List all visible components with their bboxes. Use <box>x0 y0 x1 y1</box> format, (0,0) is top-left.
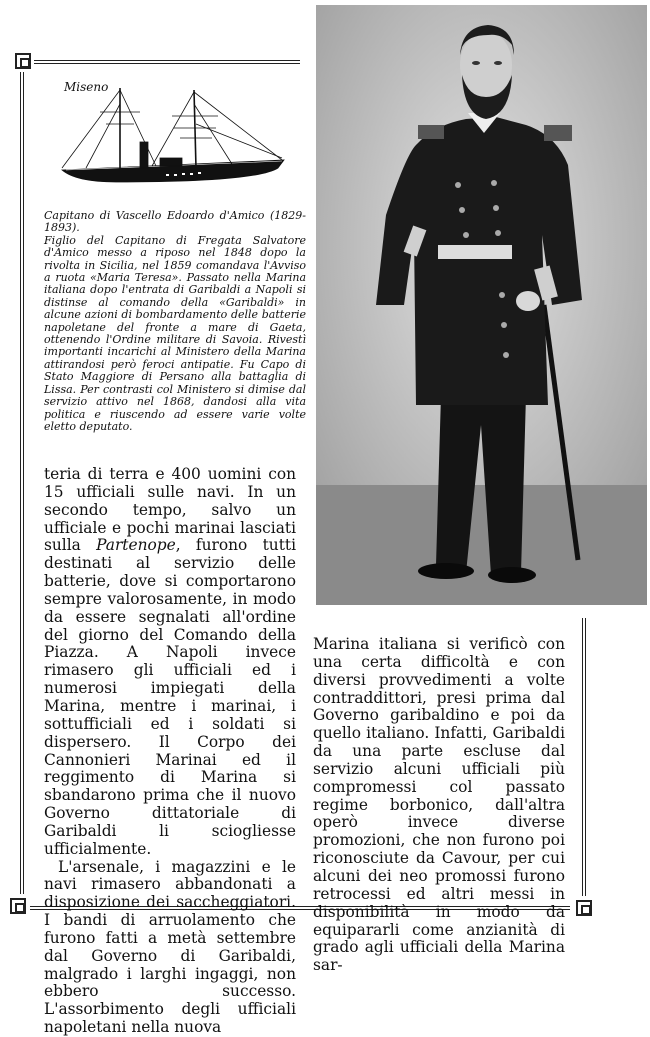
ship-illustration <box>56 84 290 188</box>
portrait-caption <box>44 210 306 433</box>
text-column-left <box>44 466 296 1037</box>
frame-corner-top-left <box>15 53 31 69</box>
text-column-right <box>313 636 565 975</box>
left-paragraph-2: L'arsenale, i magazzini e le navi rimasero abbandonati a disposizione dei saccheggiatori. I bandi di arruolamento che furono fatti a metà settembre dal Governo di Garibaldi, malgrado i larghi ingaggi, non ebbero successo. L'assorbimento degli ufficiali napoletani nella nuova <box>44 857 296 1037</box>
left-paragraph-1-end: , furono tutti destinati al servizio delle batterie, dove si comportarono sempre valorosamente, in modo da essere segnalati all'ordine del giorno del Comando della Piazza. A Napoli invece rimasero gli ufficiali ed i numerosi impiegati della Marina, mentre i marinai, i sottufficiali ed i soldati si dispersero. Il Corpo dei Cannonieri Marinai ed il reggimento di Marina si sbandarono prima che il nuovo Governo dittatoriale di Garibaldi li sciogliesse ufficialmente. <box>44 536 296 858</box>
ship-label: Miseno <box>64 80 109 94</box>
right-paragraph-1: Marina italiana si verificò con una certa difficoltà e con diversi provvedimenti a volte contraddittori, presi prima dal Governo garibaldino e poi da quello italiano. Infatti, Garibaldi da una parte escluse dal servizio alcuni ufficiali più compromessi col passato regime borbonico, dall'altra operò invece diverse promozioni, che non furono poi riconosciute da Cavour, per cui alcuni dei neo promossi furono retrocessi ed altri messi in disponibilità in modo da equipararli come anzianità di grado agli ufficiali della Marina sar- <box>313 635 565 975</box>
frame-rule-top <box>34 60 300 64</box>
portrait-photo <box>316 5 647 605</box>
left-paragraph-1-start: teria di terra e 400 uomini con 15 ufficiali sulle navi. In un secondo tempo, salvo un ufficiale e pochi marinai lasciati sulla <box>44 465 296 555</box>
caption-title: Capitano di Vascello Edoardo d'Amico (1829-1893). <box>44 209 306 235</box>
caption-body: Figlio del Capitano di Fregata Salvatore d'Amico messo a riposo nel 1848 dopo la rivolta in Sicilia, nel 1859 comandava l'Avviso a ruota «Maria Teresa». Passato nella Marina italiana dopo l'entrata di Garibaldi a Napoli si distinse al comando della «Garibaldi» in alcune azioni di bombardamento delle batterie napoletane del fronte a mare di Gaeta, ottenendo l'Ordine militare di Savoia. Rivestì importanti incarichi al Ministero della Marina attirandosi però feroci antipatie. Fu Capo di Stato Maggiore di Persano alla battaglia di Lissa. Per contrasti col Ministero si dimise dal servizio attivo nel 1868, dandosi alla vita politica e riuscendo ad essere varie volte eletto deputato. <box>44 233 306 433</box>
frame-corner-bottom-right <box>576 900 592 916</box>
frame-rule-left <box>20 72 24 894</box>
ship-name-partenope: Partenope <box>96 536 176 555</box>
frame-corner-bottom-left <box>10 898 26 914</box>
frame-rule-right <box>582 618 586 896</box>
left-paragraph-1 <box>44 466 296 859</box>
